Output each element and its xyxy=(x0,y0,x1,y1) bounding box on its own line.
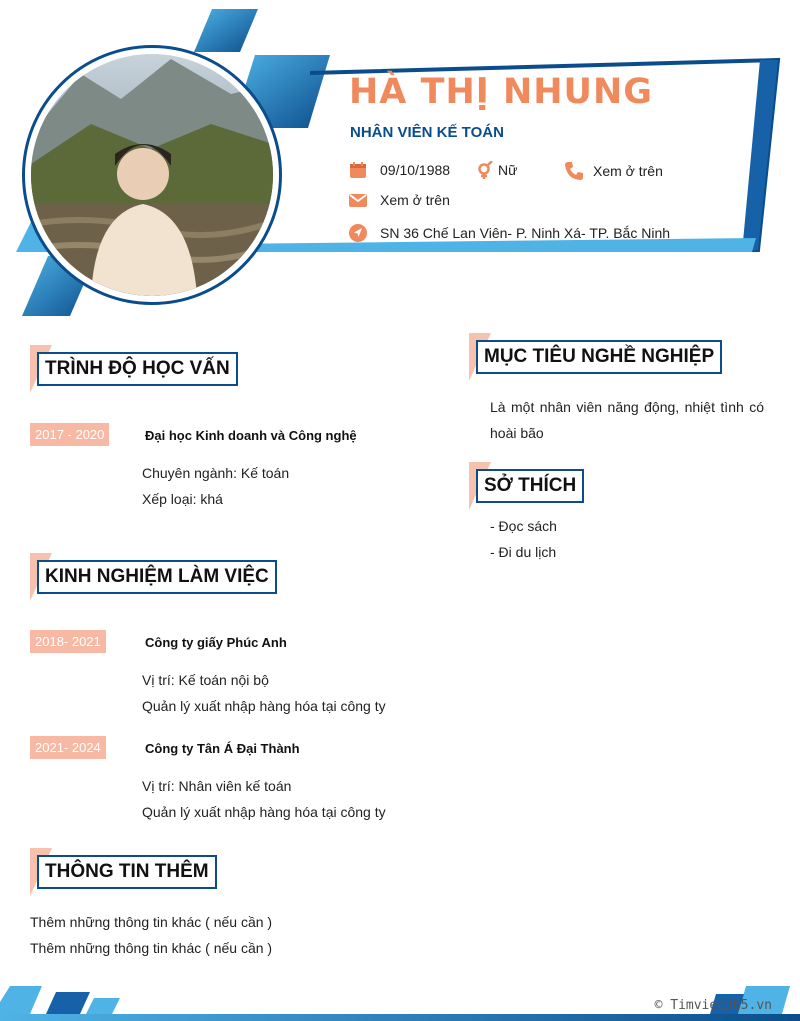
location-icon xyxy=(349,224,367,242)
gender-row xyxy=(476,161,517,179)
hobby-item: - Đi du lịch xyxy=(490,544,557,560)
email-icon xyxy=(349,191,367,209)
calendar-icon xyxy=(349,161,367,179)
job-title: NHÂN VIÊN KẾ TOÁN xyxy=(350,124,504,141)
hobbies-heading: SỞ THÍCH xyxy=(476,469,584,503)
email: Xem ở trên xyxy=(380,192,450,208)
copyright-text: © Timviec365.vn xyxy=(654,998,772,1013)
phone-icon xyxy=(564,161,584,181)
job-position: Vị trí: Kế toán nội bộ xyxy=(142,672,269,688)
avatar xyxy=(31,54,273,296)
objective-heading: MỤC TIÊU NGHỀ NGHIỆP xyxy=(476,340,722,374)
additional-heading: THÔNG TIN THÊM xyxy=(37,855,217,889)
education-school: Đại học Kinh doanh và Công nghệ xyxy=(145,428,357,443)
education-grade: Xếp loại: khá xyxy=(142,491,223,507)
gender: Nữ xyxy=(498,162,518,178)
education-heading: TRÌNH ĐỘ HỌC VẤN xyxy=(37,352,238,386)
phone: Xem ở trên xyxy=(593,163,663,179)
experience-heading: KINH NGHIỆM LÀM VIỆC xyxy=(37,560,277,594)
job-duty: Quản lý xuất nhập hàng hóa tại công ty xyxy=(142,698,386,714)
birthdate-row xyxy=(349,161,450,179)
address: SN 36 Chế Lan Viên- P. Ninh Xá- TP. Bắc Ninh xyxy=(380,225,671,241)
candidate-name: HÀ THỊ NHUNG xyxy=(349,72,653,112)
job-company: Công ty giấy Phúc Anh xyxy=(145,635,287,650)
phone-row xyxy=(564,161,663,181)
job-period-badge: 2021- 2024 xyxy=(30,736,106,759)
job-company: Công ty Tân Á Đại Thành xyxy=(145,741,300,756)
hobby-item: - Đọc sách xyxy=(490,518,557,534)
birthdate: 09/10/1988 xyxy=(380,162,451,178)
job-period-badge: 2018- 2021 xyxy=(30,630,106,653)
additional-line: Thêm những thông tin khác ( nếu cần ) xyxy=(30,914,273,930)
additional-line: Thêm những thông tin khác ( nếu cần ) xyxy=(30,940,273,956)
job-duty: Quản lý xuất nhập hàng hóa tại công ty xyxy=(142,804,386,820)
email-row xyxy=(349,191,450,209)
job-position: Vị trí: Nhân viên kế toán xyxy=(142,778,292,794)
education-period-badge: 2017 - 2020 xyxy=(30,423,109,446)
address-row xyxy=(349,224,670,242)
education-major: Chuyên ngành: Kế toán xyxy=(142,465,290,481)
gender-icon xyxy=(476,161,494,179)
objective-text: Là một nhân viên năng động, nhiệt tình có hoài bão xyxy=(490,399,764,441)
